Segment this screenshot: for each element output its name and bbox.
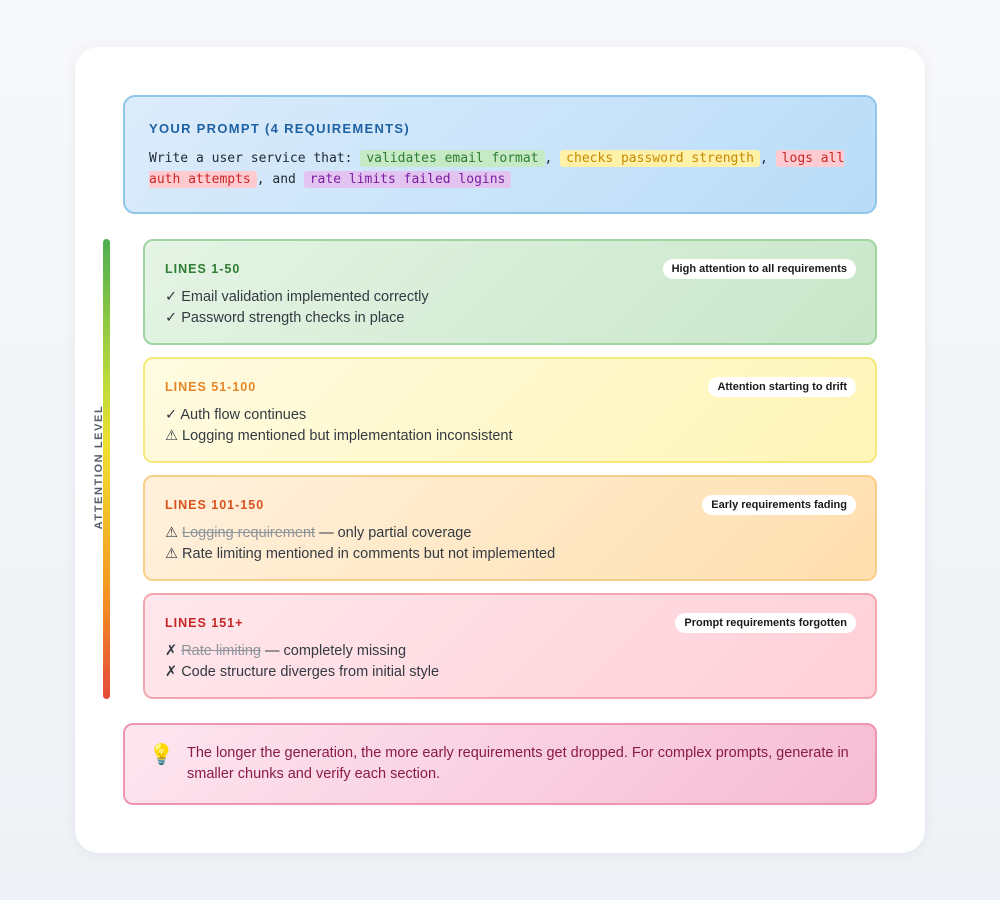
stage-line-text: — completely missing	[260, 643, 407, 659]
stage-lines	[165, 405, 855, 447]
stage-lines-1-50	[143, 239, 877, 345]
stage-line	[165, 544, 855, 565]
stage-line	[165, 426, 855, 447]
stage-lines-51-100	[143, 357, 877, 463]
tip-box	[123, 723, 877, 805]
stage-range: LINES 101-150	[165, 498, 265, 512]
stage-line	[165, 523, 855, 544]
stage-line-text: Email validation implemented correctly	[181, 289, 429, 305]
prompt-box	[123, 95, 877, 214]
requirement-password: checks password strength	[560, 150, 760, 167]
stage-line-text: Code structure diverges from initial style	[181, 664, 440, 680]
struck-requirement: Logging requirement	[182, 525, 316, 541]
warning-icon: ⚠	[165, 525, 178, 541]
tip-text: The longer the generation, the more early requirements get dropped. For complex prompts, generate in smaller chunks and verify each section.	[187, 745, 849, 782]
warning-icon: ⚠	[165, 546, 178, 562]
main-card	[75, 47, 925, 853]
prompt-text	[149, 148, 851, 190]
stage-header	[165, 259, 855, 279]
stage-line	[165, 308, 855, 329]
stage-line-text: Logging mentioned but implementation inconsistent	[182, 428, 513, 444]
stage-lines	[165, 641, 855, 683]
prompt-separator: , and	[256, 172, 304, 187]
requirement-logging: logs all auth attempts	[149, 151, 845, 187]
stage-badge: High attention to all requirements	[663, 259, 856, 279]
stage-line-text: — only partial coverage	[315, 525, 472, 541]
stage-line	[165, 287, 855, 308]
stage-badge: Prompt requirements forgotten	[675, 613, 856, 633]
stage-badge: Attention starting to drift	[708, 377, 856, 397]
check-icon: ✓	[165, 407, 178, 423]
stage-range: LINES 1-50	[165, 262, 241, 276]
attention-meter-label: ATTENTION LEVEL	[93, 404, 105, 530]
stage-range: LINES 151+	[165, 616, 244, 630]
stage-line-text: Rate limiting mentioned in comments but not implemented	[182, 546, 556, 562]
stage-header	[165, 377, 855, 397]
stage-lines-151-plus	[143, 593, 877, 699]
requirement-email: validates email format	[360, 150, 544, 167]
stage-header	[165, 613, 855, 633]
stage-line	[165, 405, 855, 426]
warning-icon: ⚠	[165, 428, 178, 444]
prompt-separator: ,	[544, 151, 561, 166]
stage-line-text: Password strength checks in place	[181, 310, 405, 326]
stage-line	[165, 641, 855, 662]
requirement-rate-limit: rate limits failed logins	[304, 171, 512, 188]
cross-icon: ✗	[165, 643, 178, 659]
check-icon: ✓	[165, 289, 178, 305]
stage-range: LINES 51-100	[165, 380, 257, 394]
stage-lines-101-150	[143, 475, 877, 581]
stage-badge: Early requirements fading	[702, 495, 856, 515]
struck-requirement: Rate limiting	[181, 643, 261, 659]
cross-icon: ✗	[165, 664, 178, 680]
prompt-separator: ,	[760, 151, 776, 166]
check-icon: ✓	[165, 310, 178, 326]
stage-header	[165, 495, 855, 515]
lightbulb-icon: 💡	[149, 744, 174, 766]
stage-lines	[165, 523, 855, 565]
stage-line	[165, 662, 855, 683]
prompt-title: YOUR PROMPT (4 REQUIREMENTS)	[149, 121, 411, 136]
stage-lines	[165, 287, 855, 329]
stage-line-text: Auth flow continues	[180, 407, 307, 423]
prompt-intro: Write a user service that:	[149, 151, 361, 166]
